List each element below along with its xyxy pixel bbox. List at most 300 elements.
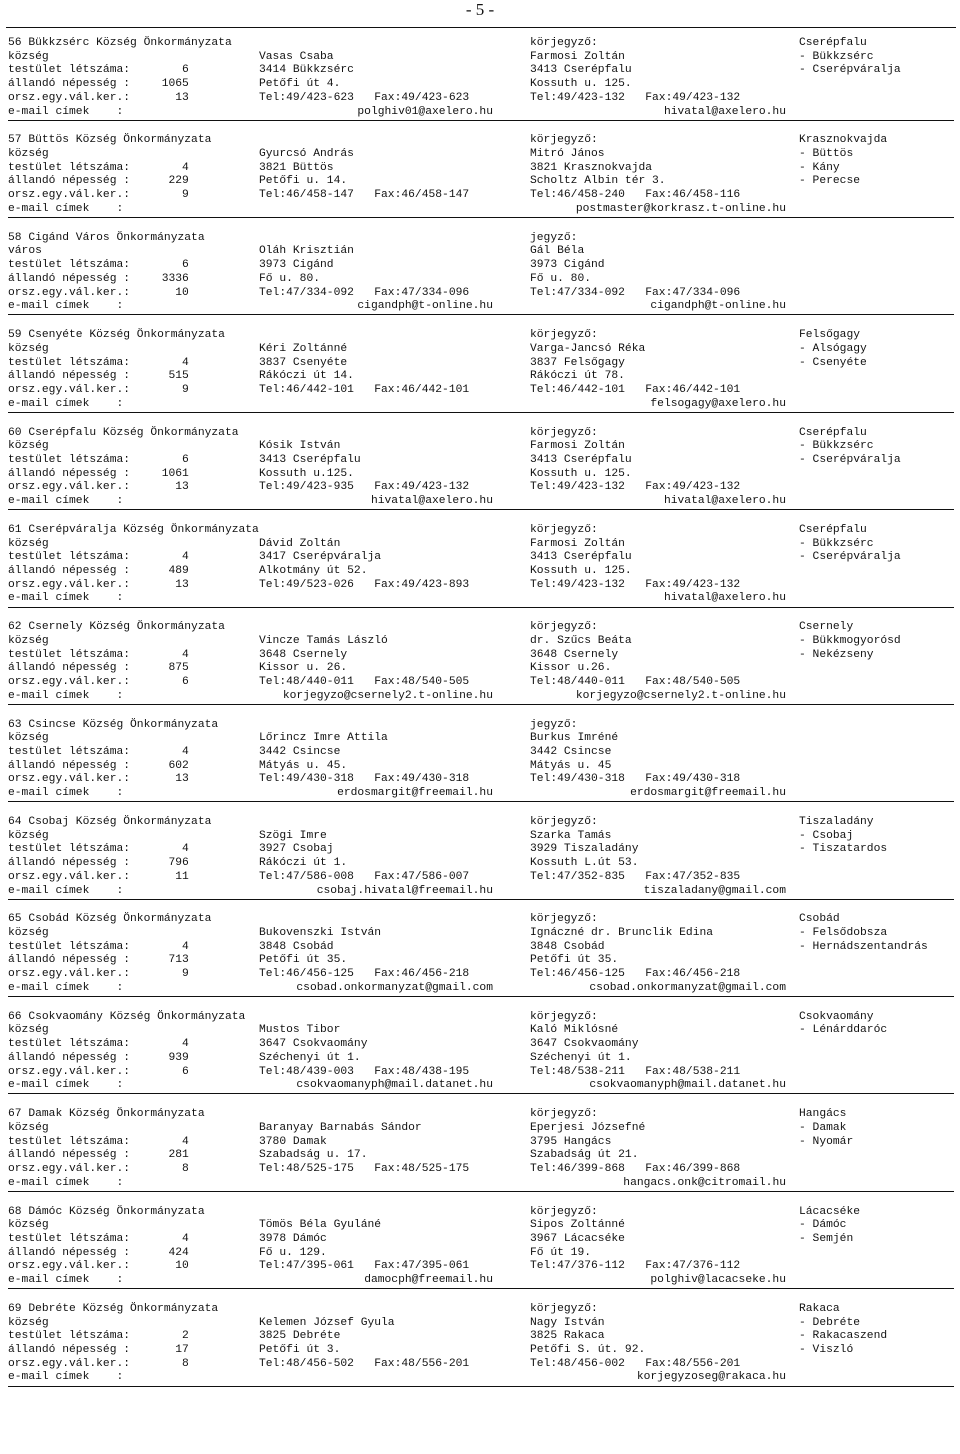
municipality-entry <box>8 1206 954 1290</box>
clerk-name: Szarka Tamás <box>530 829 612 842</box>
clerk-title: körjegyző: <box>530 37 598 49</box>
email-label: e-mail címek : <box>8 592 124 605</box>
member-1: Krasznokvajda <box>799 134 888 147</box>
clerk-name: Varga-Jancsó Réka <box>530 342 646 355</box>
entry-name: Cserépváralja Község Önkormányzata <box>28 523 259 536</box>
member-1: Felsőgagy <box>799 329 861 342</box>
clerk-name: Eperjesi Józsefné <box>530 1121 646 1134</box>
council-size <box>8 1136 189 1150</box>
email-label: e-mail címek : <box>8 1274 124 1286</box>
population-label: állandó népesség : <box>8 954 131 967</box>
clerk-address-2: Kissor u.26. <box>530 662 612 675</box>
clerk-title: jegyző: <box>530 718 578 731</box>
entry-line-2 <box>8 148 854 162</box>
population-value: 713 <box>168 954 189 967</box>
email-label: e-mail címek : <box>8 1176 124 1189</box>
clerk-phone-fax: Tel:48/440-011 Fax:48/540-505 <box>530 676 741 689</box>
municipality-entry <box>8 37 954 121</box>
municipality-entry <box>8 232 954 316</box>
entry-name: Damak Község Önkormányzata <box>28 1108 205 1121</box>
council-size-value: 4 <box>182 1135 189 1148</box>
entry-line-5 <box>8 968 741 982</box>
municipality-entry <box>8 524 954 608</box>
entry-line-5 <box>8 1065 741 1080</box>
member-2: - Bükkzsérc <box>799 537 874 550</box>
electoral-district-label: orsz.egy.vál.ker.: <box>8 189 131 202</box>
council-size-value: 4 <box>182 843 189 856</box>
entry-number: 67 <box>8 1108 22 1121</box>
council-size <box>8 1038 189 1052</box>
municipality-entry <box>8 329 954 413</box>
clerk-email[interactable]: tiszaladany@gmail.com <box>643 884 786 897</box>
entry-line-6 <box>8 1176 786 1191</box>
clerk-address-1: 3967 Lácacséke <box>530 1232 625 1245</box>
population-label: állandó népesség : <box>8 662 131 675</box>
council-size-label: testület létszáma: <box>8 843 131 856</box>
entry-line-2 <box>8 1219 847 1233</box>
entry-number: 58 <box>8 231 22 244</box>
mayor-name: Mustos Tibor <box>259 1024 341 1037</box>
clerk-address-1: 3821 Krasznokvajda <box>530 161 653 174</box>
member-2: - Damak <box>799 1121 847 1134</box>
clerk-name: Sipos Zoltánné <box>530 1219 625 1232</box>
electoral-district-label: orsz.egy.vál.ker.: <box>8 578 131 591</box>
entry-line-2 <box>8 1316 861 1331</box>
clerk-title: körjegyző: <box>530 1010 598 1023</box>
entry-line-2 <box>8 50 874 65</box>
settlement-type: község <box>8 634 49 647</box>
entry-heading <box>8 524 259 538</box>
member-1: Tiszaladány <box>799 816 874 828</box>
entry-name: Csobád Község Önkormányzata <box>28 913 212 926</box>
settlement-type: község <box>8 537 49 550</box>
clerk-email[interactable]: postmaster@korkrasz.t-online.hu <box>575 202 786 215</box>
member-3: - Rakacaszend <box>799 1330 888 1343</box>
entry-number: 64 <box>8 816 22 828</box>
entry-name: Dámóc Község Önkormányzata <box>28 1205 205 1218</box>
clerk-address-2: Rákóczi út 78. <box>530 370 625 383</box>
mayor-email[interactable]: damocph@freemail.hu <box>364 1274 493 1286</box>
population-value: 875 <box>168 662 189 675</box>
clerk-title: körjegyző: <box>530 816 598 828</box>
council-size <box>8 454 189 468</box>
mayor-email[interactable]: hivatal@axelero.hu <box>370 495 493 507</box>
population-value: 489 <box>168 564 189 577</box>
mayor-address-2: Kissor u. 26. <box>259 662 348 675</box>
mayor-phone-fax: Tel:46/456-125 Fax:46/456-218 <box>259 968 470 981</box>
council-size-label: testület létszáma: <box>8 1038 131 1051</box>
settlement-type: község <box>8 342 49 355</box>
mayor-name: Gyurcsó András <box>259 148 354 161</box>
entry-line-5 <box>8 286 741 301</box>
member-2: - Alsógagy <box>799 342 867 355</box>
mayor-name: Lőrincz Imre Attila <box>259 732 388 745</box>
council-size-value: 4 <box>182 648 189 661</box>
clerk-title: jegyző: <box>530 231 578 244</box>
member-4: - Viszló <box>799 1343 854 1356</box>
population <box>8 662 189 676</box>
clerk-email[interactable]: korjegyzo@csernely2.t-online.hu <box>575 689 786 702</box>
population-label: állandó népesség : <box>8 272 131 285</box>
entry-line-2 <box>8 537 874 552</box>
electoral-district-value: 9 <box>182 383 189 396</box>
electoral-district-label: orsz.egy.vál.ker.: <box>8 286 131 299</box>
clerk-address-2: Kossuth u. 125. <box>530 467 632 480</box>
clerk-phone-fax: Tel:46/456-125 Fax:46/456-218 <box>530 968 741 981</box>
council-size-label: testület létszáma: <box>8 356 131 369</box>
entry-line-3 <box>8 1135 854 1150</box>
clerk-title: körjegyző: <box>530 329 598 342</box>
entry-line-4 <box>8 1051 632 1066</box>
entry-line-4 <box>8 662 612 676</box>
council-size <box>8 941 189 955</box>
clerk-email[interactable]: erdosmargit@freemail.hu <box>630 787 786 800</box>
member-2: - Debréte <box>799 1316 861 1329</box>
electoral-district <box>8 92 189 106</box>
entry-line-4 <box>8 954 619 968</box>
entry-line-1 <box>8 426 867 441</box>
member-1: Hangács <box>799 1108 847 1121</box>
clerk-email[interactable]: polghiv@lacacseke.hu <box>650 1274 786 1286</box>
clerk-address-2: Kossuth u. 125. <box>530 564 632 577</box>
mayor-address-2: Fő u. 129. <box>259 1246 327 1259</box>
population-label: állandó népesség : <box>8 467 131 480</box>
member-1: Lácacséke <box>799 1205 861 1218</box>
entry-line-4 <box>8 175 861 189</box>
clerk-title: körjegyző: <box>530 621 598 634</box>
mayor-email[interactable]: csobaj.hivatal@freemail.hu <box>316 884 493 897</box>
mayor-phone-fax: Tel:49/430-318 Fax:49/430-318 <box>259 773 470 786</box>
clerk-email[interactable]: korjegyzoseg@rakaca.hu <box>636 1371 786 1384</box>
entry-line-3 <box>8 1330 888 1344</box>
council-size-label: testület létszáma: <box>8 453 131 466</box>
clerk-address-2: Scholtz Albin tér 3. <box>530 175 666 188</box>
mayor-address-2: Petőfi út 35. <box>259 954 348 967</box>
entry-line-5 <box>8 1260 741 1274</box>
population <box>8 1052 189 1066</box>
clerk-email[interactable]: csokvaomanyph@mail.datanet.hu <box>589 1079 786 1092</box>
entry-line-3 <box>8 746 612 760</box>
settlement-type: község <box>8 829 49 842</box>
council-size <box>8 746 189 760</box>
mayor-email[interactable]: cigandph@t-online.hu <box>357 300 493 313</box>
council-size-value: 6 <box>182 64 189 77</box>
entry-line-2 <box>8 1121 847 1136</box>
council-size-value: 4 <box>182 161 189 174</box>
clerk-address-2: Kossuth L.út 53. <box>530 857 639 870</box>
entry-line-4 <box>8 1246 592 1261</box>
mayor-address-1: 3973 Cigánd <box>259 259 334 272</box>
clerk-address-1: 3795 Hangács <box>530 1135 612 1148</box>
mayor-phone-fax: Tel:48/525-175 Fax:48/525-175 <box>259 1162 470 1175</box>
entry-line-6 <box>8 300 786 314</box>
mayor-address-2: Petőfi út 3. <box>259 1343 341 1356</box>
member-1: Cserépfalu <box>799 523 867 536</box>
entry-line-2 <box>8 634 901 649</box>
mayor-phone-fax: Tel:49/423-935 Fax:49/423-132 <box>259 481 470 494</box>
electoral-district <box>8 1066 189 1080</box>
email-label: e-mail címek : <box>8 981 124 994</box>
clerk-title: körjegyző: <box>530 426 598 439</box>
email-label: e-mail címek : <box>8 689 124 702</box>
municipality-entry <box>8 134 954 218</box>
council-size <box>8 843 189 857</box>
mayor-name: Kelemen József Gyula <box>259 1316 395 1329</box>
clerk-phone-fax: Tel:46/442-101 Fax:46/442-101 <box>530 383 741 396</box>
entry-line-4 <box>8 467 632 482</box>
electoral-district-value: 9 <box>182 968 189 981</box>
population <box>8 273 189 287</box>
mayor-phone-fax: Tel:48/439-003 Fax:48/438-195 <box>259 1065 470 1078</box>
electoral-district-value: 9 <box>182 189 189 202</box>
member-3: - Cserépváralja <box>799 64 901 77</box>
entry-line-1 <box>8 329 861 343</box>
mayor-name: Szögi Imre <box>259 829 327 842</box>
mayor-email[interactable]: csokvaomanyph@mail.datanet.hu <box>296 1079 493 1092</box>
clerk-phone-fax: Tel:47/352-835 Fax:47/352-835 <box>530 870 741 883</box>
clerk-email[interactable]: hangacs.onk@citromail.hu <box>623 1176 786 1189</box>
clerk-title: körjegyző: <box>530 523 598 536</box>
member-4: - Perecse <box>799 175 861 188</box>
settlement-type: község <box>8 1024 49 1037</box>
municipality-entry <box>8 1011 954 1095</box>
electoral-district <box>8 384 189 398</box>
electoral-district-value: 11 <box>175 870 189 883</box>
settlement-type: község <box>8 732 49 745</box>
electoral-district-value: 13 <box>175 91 189 104</box>
member-1: Cserépfalu <box>799 37 867 49</box>
mayor-name: Bukovenszki István <box>259 927 382 940</box>
member-3: - Nekézseny <box>799 648 874 661</box>
electoral-district-value: 13 <box>175 578 189 591</box>
mayor-address-1: 3414 Bükkzsérc <box>259 64 354 77</box>
entry-line-1 <box>8 718 578 733</box>
clerk-phone-fax: Tel:47/334-092 Fax:47/334-096 <box>530 286 741 299</box>
council-size-label: testület létszáma: <box>8 746 131 759</box>
mayor-address-2: Széchenyi út 1. <box>259 1051 361 1064</box>
municipality-entry <box>8 621 954 705</box>
member-2: - Bükkzsérc <box>799 50 874 63</box>
entry-line-6 <box>8 592 786 606</box>
clerk-address-1: 3413 Cserépfalu <box>530 64 632 77</box>
electoral-district-label: orsz.egy.vál.ker.: <box>8 1162 131 1175</box>
entry-line-5 <box>8 383 741 398</box>
member-2: - Felsődobsza <box>799 927 888 940</box>
council-size-label: testület létszáma: <box>8 1232 131 1245</box>
municipality-entry <box>8 427 954 511</box>
entry-heading <box>8 621 225 635</box>
member-3: - Semjén <box>799 1232 854 1245</box>
electoral-district-label: orsz.egy.vál.ker.: <box>8 676 131 689</box>
clerk-title: körjegyző: <box>530 1302 598 1315</box>
mayor-address-1: 3848 Csobád <box>259 940 334 953</box>
electoral-district-label: orsz.egy.vál.ker.: <box>8 91 131 104</box>
clerk-name: Farmosi Zoltán <box>530 440 625 453</box>
settlement-type: község <box>8 50 49 63</box>
clerk-title: körjegyző: <box>530 1108 598 1121</box>
clerk-email[interactable]: csobad.onkormanyzat@gmail.com <box>589 981 786 994</box>
population-value: 1061 <box>161 467 189 480</box>
electoral-district-value: 13 <box>175 481 189 494</box>
entry-line-6 <box>8 787 786 801</box>
clerk-phone-fax: Tel:47/376-112 Fax:47/376-112 <box>530 1260 741 1273</box>
entry-line-3 <box>8 940 928 955</box>
entry-line-3 <box>8 64 901 78</box>
settlement-type: község <box>8 1316 49 1329</box>
entry-heading <box>8 427 239 441</box>
entry-line-1 <box>8 913 840 927</box>
entry-name: Csobaj Község Önkormányzata <box>28 816 212 828</box>
email-label: e-mail címek : <box>8 1079 124 1092</box>
member-3: - Hernádszentandrás <box>799 940 928 953</box>
council-size-value: 4 <box>182 1038 189 1051</box>
clerk-name: Farmosi Zoltán <box>530 537 625 550</box>
entry-heading <box>8 37 232 51</box>
population-value: 1065 <box>161 78 189 91</box>
entry-line-6 <box>8 105 786 120</box>
entry-line-4 <box>8 370 625 384</box>
electoral-district-label: orsz.egy.vál.ker.: <box>8 870 131 883</box>
entry-line-6 <box>8 1079 786 1093</box>
member-1: Csobád <box>799 913 840 926</box>
entry-line-3 <box>8 453 901 468</box>
electoral-district-value: 8 <box>182 1357 189 1370</box>
mayor-address-1: 3821 Büttös <box>259 161 334 174</box>
population-label: állandó népesség : <box>8 1343 131 1356</box>
mayor-email[interactable]: polghiv01@axelero.hu <box>357 105 493 118</box>
mayor-address-2: Mátyás u. 45. <box>259 759 348 772</box>
clerk-name: dr. Szűcs Beáta <box>530 634 632 647</box>
population-value: 3336 <box>161 272 189 285</box>
clerk-address-2: Mátyás u. 45 <box>530 759 612 772</box>
email-label: e-mail címek : <box>8 105 124 118</box>
member-1: Rakaca <box>799 1302 840 1315</box>
mayor-address-2: Petőfi út 4. <box>259 78 341 91</box>
population <box>8 565 189 579</box>
mayor-name: Tömös Béla Gyuláné <box>259 1219 382 1232</box>
entry-number: 56 <box>8 37 22 49</box>
mayor-phone-fax: Tel:49/423-623 Fax:49/423-623 <box>259 91 470 104</box>
entry-line-5 <box>8 676 741 690</box>
mayor-email[interactable]: csobad.onkormanyzat@gmail.com <box>296 981 493 994</box>
clerk-address-1: 3973 Cigánd <box>530 259 605 272</box>
entry-line-1 <box>8 1010 874 1025</box>
mayor-address-2: Rákóczi út 14. <box>259 370 354 383</box>
entry-number: 60 <box>8 426 22 439</box>
population <box>8 370 189 384</box>
population-label: állandó népesség : <box>8 175 131 188</box>
mayor-phone-fax: Tel:48/456-502 Fax:48/556-201 <box>259 1357 470 1370</box>
population <box>8 175 189 189</box>
clerk-name: Mitró János <box>530 148 605 161</box>
population-label: állandó népesség : <box>8 370 131 383</box>
entry-line-4 <box>8 1343 854 1358</box>
entry-line-6 <box>8 1274 786 1288</box>
electoral-district-value: 6 <box>182 676 189 689</box>
mayor-name: Baranyay Barnabás Sándor <box>259 1121 422 1134</box>
member-3: - Kány <box>799 161 840 174</box>
member-2: - Bükkzsérc <box>799 440 874 453</box>
clerk-name: Farmosi Zoltán <box>530 50 625 63</box>
clerk-address-1: 3413 Cserépfalu <box>530 453 632 466</box>
population-value: 424 <box>168 1246 189 1259</box>
email-label: e-mail címek : <box>8 884 124 897</box>
entry-number: 62 <box>8 621 22 634</box>
council-size-label: testület létszáma: <box>8 161 131 174</box>
clerk-email[interactable]: hivatal@axelero.hu <box>663 592 786 605</box>
mayor-address-1: 3442 Csincse <box>259 746 341 759</box>
entry-line-2 <box>8 829 854 844</box>
population-label: állandó népesség : <box>8 564 131 577</box>
mayor-address-2: Kossuth u.125. <box>259 467 354 480</box>
entry-line-1 <box>8 523 867 538</box>
clerk-name: Nagy István <box>530 1316 605 1329</box>
entry-line-1 <box>8 134 888 148</box>
settlement-type: város <box>8 245 42 258</box>
top-rule <box>6 27 956 28</box>
entry-number: 66 <box>8 1010 22 1023</box>
mayor-email[interactable]: erdosmargit@freemail.hu <box>337 787 493 800</box>
clerk-email[interactable]: felsogagy@axelero.hu <box>650 397 786 410</box>
mayor-name: Kéri Zoltánné <box>259 342 348 355</box>
entry-heading <box>8 719 218 733</box>
council-size-label: testület létszáma: <box>8 64 131 77</box>
entry-line-1 <box>8 816 874 830</box>
clerk-phone-fax: Tel:49/423-132 Fax:49/423-132 <box>530 578 741 591</box>
member-3: - Csenyéte <box>799 356 867 369</box>
electoral-district-label: orsz.egy.vál.ker.: <box>8 773 131 786</box>
clerk-phone-fax: Tel:48/538-211 Fax:48/538-211 <box>530 1065 741 1078</box>
mayor-email[interactable]: korjegyzo@csernely2.t-online.hu <box>282 689 493 702</box>
mayor-name: Vasas Csaba <box>259 50 334 63</box>
electoral-district-label: orsz.egy.vál.ker.: <box>8 1260 131 1273</box>
entry-line-3 <box>8 356 867 371</box>
mayor-name: Dávid Zoltán <box>259 537 341 550</box>
clerk-email[interactable]: hivatal@axelero.hu <box>663 495 786 507</box>
entry-line-2 <box>8 1024 888 1038</box>
population <box>8 1247 189 1261</box>
entry-line-4 <box>8 564 632 579</box>
clerk-phone-fax: Tel:49/423-132 Fax:49/423-132 <box>530 481 741 494</box>
population-label: állandó népesség : <box>8 759 131 772</box>
mayor-phone-fax: Tel:47/395-061 Fax:47/395-061 <box>259 1260 470 1273</box>
entry-heading <box>8 232 205 246</box>
municipality-entry <box>8 913 954 997</box>
member-2: - Büttös <box>799 148 854 161</box>
clerk-email[interactable]: hivatal@axelero.hu <box>663 105 786 118</box>
clerk-address-1: 3848 Csobád <box>530 940 605 953</box>
clerk-address-1: 3413 Cserépfalu <box>530 551 632 564</box>
entry-line-4 <box>8 78 632 92</box>
entry-line-6 <box>8 884 786 899</box>
mayor-phone-fax: Tel:47/586-008 Fax:47/586-007 <box>259 870 470 883</box>
mayor-address-2: Fő u. 80. <box>259 272 321 285</box>
population <box>8 468 189 482</box>
mayor-name: Kósik István <box>259 440 341 453</box>
electoral-district-value: 8 <box>182 1162 189 1175</box>
municipality-entry <box>8 719 954 803</box>
population-value: 515 <box>168 370 189 383</box>
clerk-title: körjegyző: <box>530 913 598 926</box>
entry-line-3 <box>8 551 901 565</box>
clerk-email[interactable]: cigandph@t-online.hu <box>650 300 786 313</box>
email-label: e-mail címek : <box>8 202 124 215</box>
settlement-type: község <box>8 927 49 940</box>
electoral-district-value: 13 <box>175 773 189 786</box>
mayor-name: Oláh Krisztián <box>259 245 354 258</box>
mayor-phone-fax: Tel:46/442-101 Fax:46/442-101 <box>259 383 470 396</box>
municipality-entry <box>8 1303 954 1387</box>
